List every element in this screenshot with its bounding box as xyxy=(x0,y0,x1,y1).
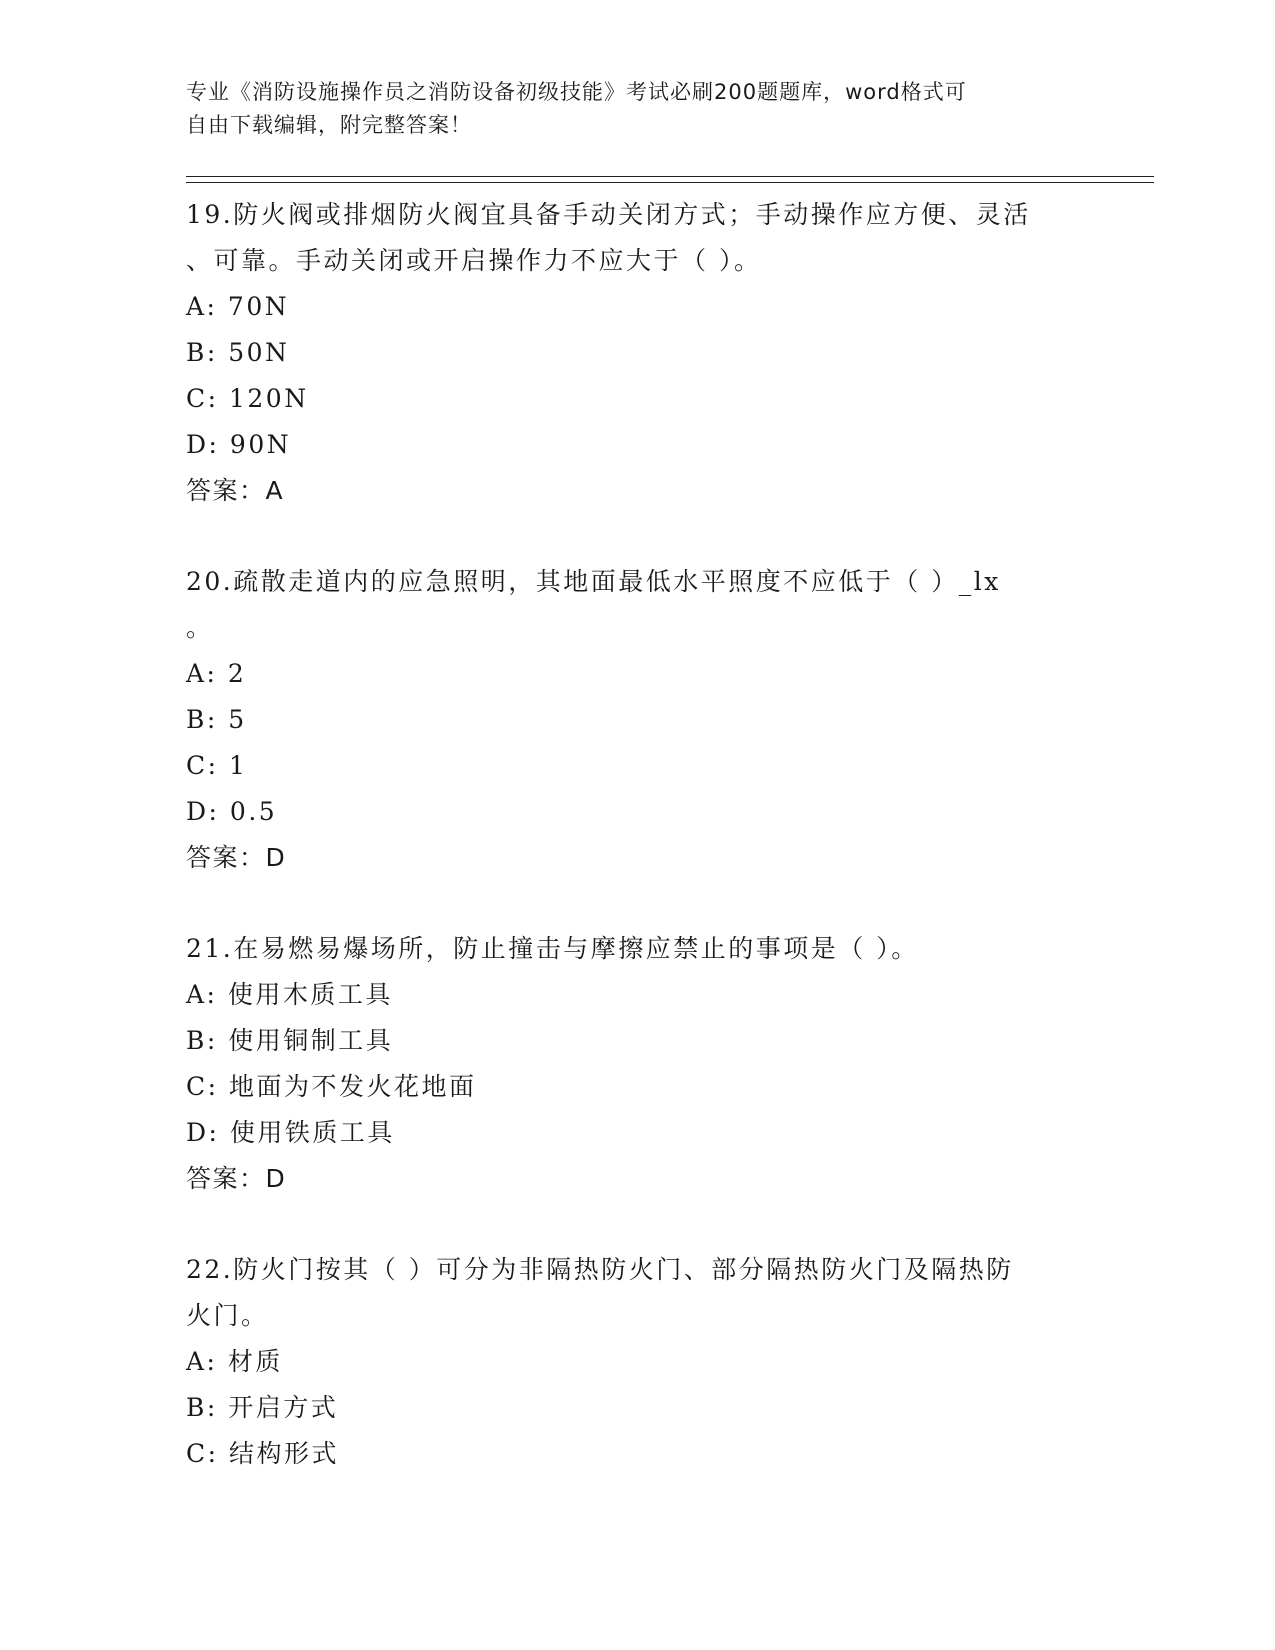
document-header xyxy=(186,76,1066,142)
question-text: 22.防火门按其（ ）可分为非隔热防火门、部分隔热防火门及隔热防 xyxy=(186,1255,1014,1284)
header-divider-top xyxy=(186,176,1154,177)
question-text: 19.防火阀或排烟防火阀宜具备手动关闭方式；手动操作应方便、灵活 xyxy=(186,200,1031,229)
option-a: A: 使用木质工具 xyxy=(186,980,393,1009)
option-c: C: 1 xyxy=(186,751,248,780)
option-c: C: 地面为不发火花地面 xyxy=(186,1072,477,1101)
option-b: B: 5 xyxy=(186,705,247,734)
question-21 xyxy=(186,926,1086,1202)
question-19 xyxy=(186,192,1086,514)
option-b: B: 使用铜制工具 xyxy=(186,1026,394,1055)
question-text: 20.疏散走道内的应急照明，其地面最低水平照度不应低于（ ）_lx xyxy=(186,567,1001,596)
header-line-1: 专业《消防设施操作员之消防设备初级技能》考试必刷200题题库，word格式可 xyxy=(186,80,967,104)
option-c: C: 结构形式 xyxy=(186,1439,339,1468)
question-text-continued: 。 xyxy=(186,613,214,642)
option-c: C: 120N xyxy=(186,384,309,413)
answer: 答案：D xyxy=(186,1164,287,1193)
question-text: 21.在易燃易爆场所，防止撞击与摩擦应禁止的事项是（ ）。 xyxy=(186,934,919,963)
question-text-continued: 、可靠。手动关闭或开启操作力不应大于（ ）。 xyxy=(186,246,762,275)
question-text-continued: 火门。 xyxy=(186,1301,269,1330)
header-line-2: 自由下载编辑，附完整答案！ xyxy=(186,113,472,137)
header-divider-bottom xyxy=(186,182,1154,183)
question-22 xyxy=(186,1247,1086,1477)
option-a: A: 2 xyxy=(186,659,247,688)
option-d: D: 90N xyxy=(186,430,292,459)
answer: 答案：D xyxy=(186,843,287,872)
option-b: B: 开启方式 xyxy=(186,1393,339,1422)
option-d: D: 使用铁质工具 xyxy=(186,1118,395,1147)
question-list xyxy=(186,192,1086,1522)
question-20 xyxy=(186,559,1086,881)
answer: 答案：A xyxy=(186,476,285,505)
option-a: A: 材质 xyxy=(186,1347,283,1376)
option-a: A: 70N xyxy=(186,292,290,321)
option-b: B: 50N xyxy=(186,338,290,367)
option-d: D: 0.5 xyxy=(186,797,278,826)
